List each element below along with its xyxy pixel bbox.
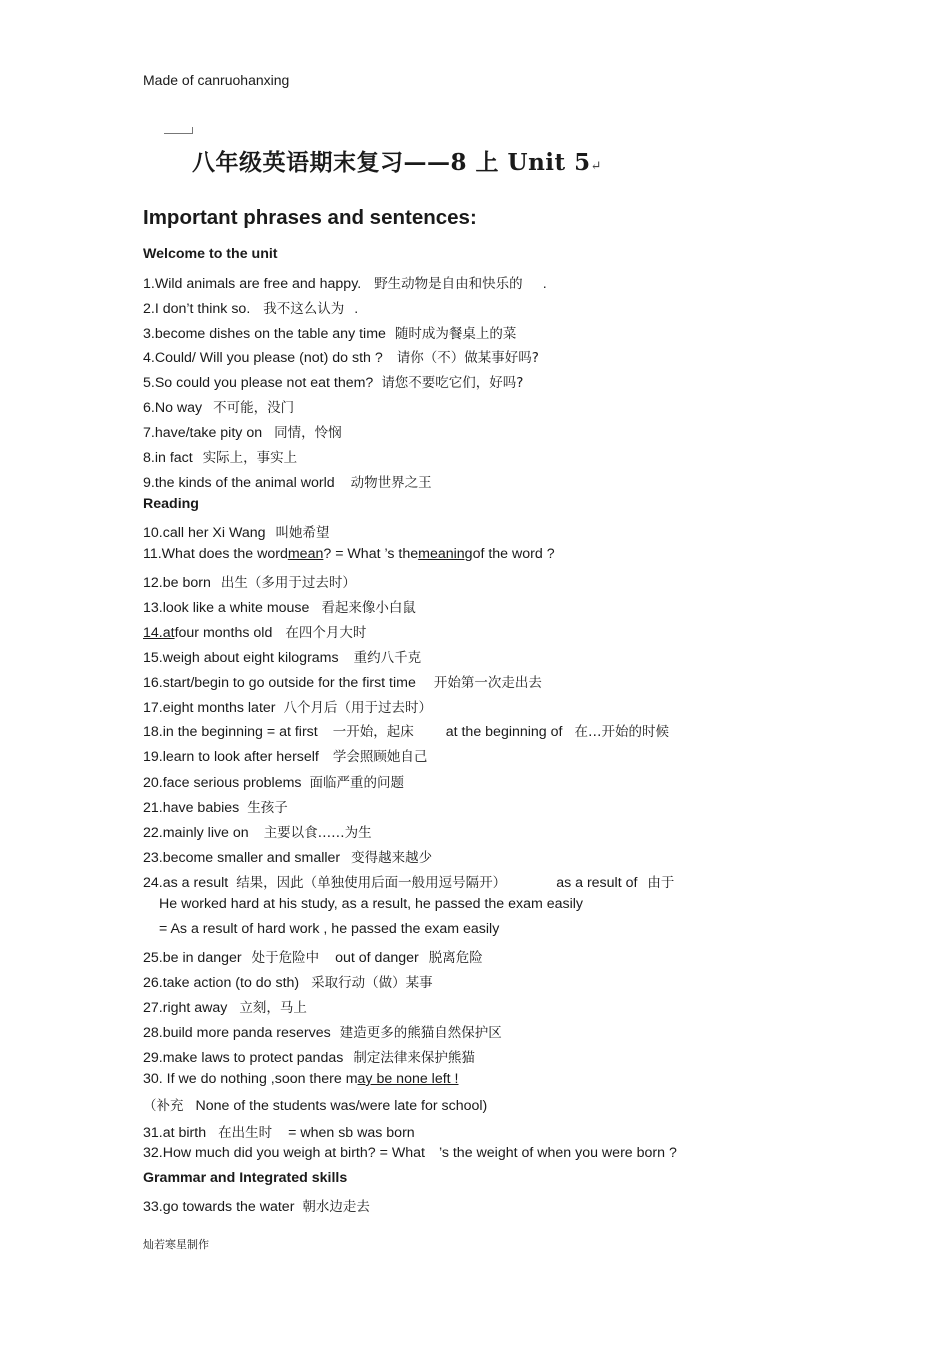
- return-mark: ↵: [590, 159, 603, 174]
- document-title: 八年级英语期末复习——8 上 Unit 5↵: [192, 149, 603, 176]
- list-item: 27.right away 立刻，马上: [143, 1000, 307, 1016]
- list-item: 1.Wild animals are free and happy. 野生动物是自由和快乐的 .: [143, 276, 547, 292]
- list-item: 26.take action (to do sth) 采取行动（做）某事: [143, 975, 433, 991]
- list-item: 5.So could you please not eat them? 请您不要吃它们，好吗?: [143, 375, 524, 391]
- list-item: 18.in the beginning = at first 一开始，起床 at the beginning of 在…开始的时候: [143, 724, 669, 740]
- subheading-reading: Reading: [143, 496, 199, 512]
- list-item: 6.No way 不可能，没门: [143, 400, 295, 416]
- subheading-grammar: Grammar and Integrated skills: [143, 1170, 348, 1186]
- list-item: 28.build more panda reserves 建造更多的熊猫自然保护区: [143, 1025, 502, 1041]
- list-item: 20.face serious problems 面临严重的问题: [143, 775, 405, 791]
- list-item: 17.eight months later 八个月后（用于过去时）: [143, 700, 432, 716]
- page-footer: 灿若寒星制作: [143, 1238, 209, 1251]
- example-sentence: He worked hard at his study, as a result, he passed the exam easily: [159, 896, 584, 912]
- list-item: 19.learn to look after herself 学会照顾她自己: [143, 749, 428, 765]
- list-item: 14.atfour months old 在四个月大时: [143, 625, 367, 641]
- supplement-note: （补充 None of the students was/were late for school): [143, 1098, 488, 1114]
- list-item: 12.be born 出生（多用于过去时）: [143, 575, 356, 591]
- list-item: 22.mainly live on 主要以食……为生: [143, 825, 372, 841]
- page-header: Made of canruohanxing: [143, 72, 290, 88]
- corner-mark: [164, 127, 193, 134]
- list-item: 16.start/begin to go outside for the first time 开始第一次走出去: [143, 675, 542, 691]
- list-item: 10.call her Xi Wang 叫她希望: [143, 525, 330, 541]
- list-item: 3.become dishes on the table any time 随时成为餐桌上的菜: [143, 326, 517, 342]
- list-item: 9.the kinds of the animal world 动物世界之王: [143, 475, 432, 491]
- list-item: 8.in fact 实际上，事实上: [143, 450, 298, 466]
- list-item: 30. If we do nothing ,soon there may be none left !: [143, 1071, 459, 1087]
- list-item: 31.at birth 在出生时 = when sb was born: [143, 1125, 415, 1141]
- list-item: 25.be in danger 处于危险中 out of danger 脱离危险: [143, 950, 483, 966]
- list-item: 2.I don’t think so. 我不这么认为 .: [143, 301, 359, 317]
- list-item: 11.What does the wordmean? = What ’s themeaningof the word ?: [143, 546, 555, 562]
- list-item: 21.have babies 生孩子: [143, 800, 288, 816]
- list-item: 32.How much did you weigh at birth? = What ’s the weight of when you were born ?: [143, 1145, 677, 1161]
- list-item: 4.Could/ Will you please (not) do sth ? 请你（不）做某事好吗?: [143, 350, 539, 366]
- list-item: 15.weigh about eight kilograms 重约八千克: [143, 650, 422, 666]
- list-item: 24.as a result 结果，因此（单独使用后面一般用逗号隔开） as a result of 由于: [143, 875, 675, 891]
- subheading-welcome: Welcome to the unit: [143, 246, 278, 262]
- list-item: 23.become smaller and smaller 变得越来越少: [143, 850, 433, 866]
- section-title: Important phrases and sentences:: [143, 206, 477, 229]
- list-item: 13.look like a white mouse 看起来像小白鼠: [143, 600, 416, 616]
- list-item: 7.have/take pity on 同情，怜悯: [143, 425, 342, 441]
- example-sentence: = As a result of hard work , he passed the exam easily: [159, 921, 500, 937]
- list-item: 33.go towards the water 朝水边走去: [143, 1199, 370, 1215]
- list-item: 29.make laws to protect pandas 制定法律来保护熊猫: [143, 1050, 475, 1066]
